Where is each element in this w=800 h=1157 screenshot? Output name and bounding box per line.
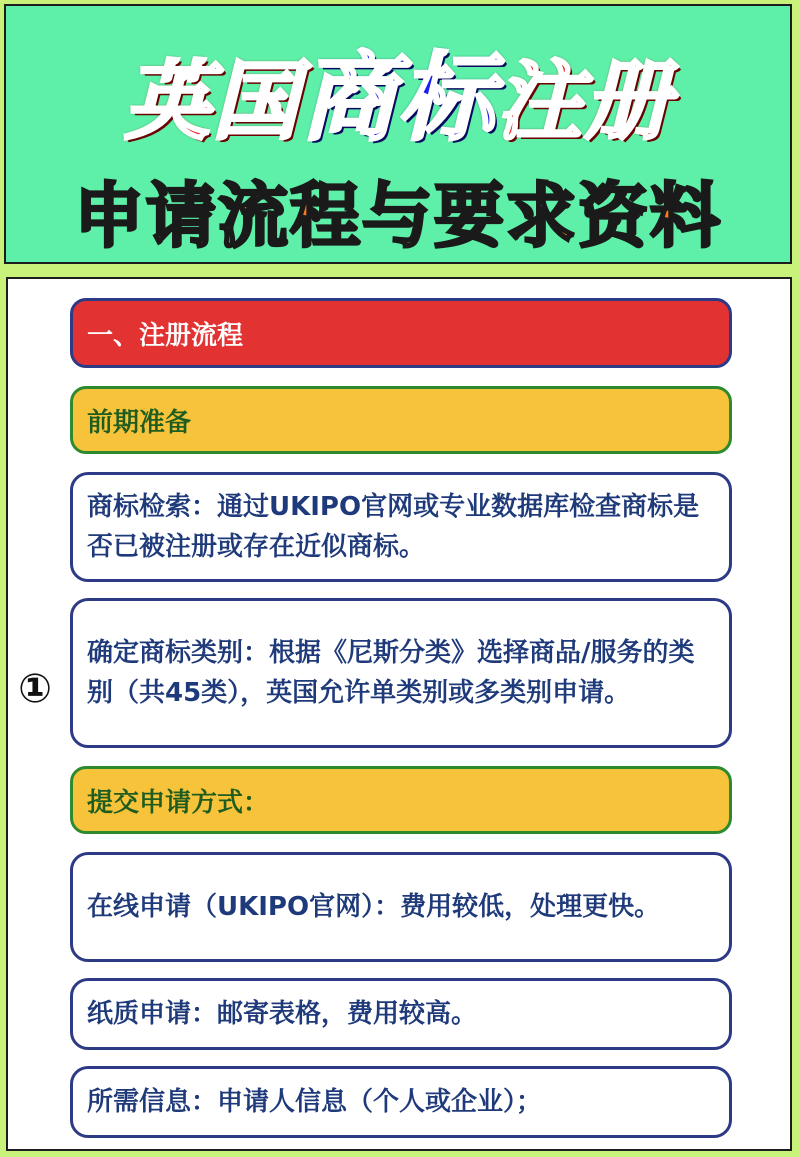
- required-info-card: [70, 1066, 732, 1138]
- trademark-class-text: 确定商标类别：根据《尼斯分类》选择商品/服务的类别（共45类），英国允许单类别或多类别申请。: [87, 638, 695, 708]
- prep-heading-label: 前期准备: [87, 407, 192, 438]
- main-title: [6, 42, 790, 154]
- online-application-card: [70, 852, 732, 962]
- prep-heading: [70, 386, 732, 454]
- process-heading: [70, 298, 732, 368]
- step-number-marker: ①: [18, 666, 52, 712]
- paper-application-text: 纸质申请：邮寄表格，费用较高。: [87, 999, 478, 1029]
- trademark-search-text: 商标检索：通过UKIPO官网或专业数据库检查商标是否已被注册或存在近似商标。: [87, 492, 700, 562]
- title-part-register: 注册: [496, 52, 672, 152]
- header-banner: [4, 4, 792, 264]
- method-heading: [70, 766, 732, 834]
- paper-application-card: [70, 978, 732, 1050]
- required-info-text: 所需信息：申请人信息（个人或企业）；: [87, 1087, 543, 1117]
- online-application-text: 在线申请（UKIPO官网）：费用较低，处理更快。: [87, 892, 661, 922]
- trademark-class-card: [70, 598, 732, 748]
- process-heading-label: 一、注册流程: [87, 320, 244, 351]
- method-heading-label: 提交申请方式：: [87, 787, 270, 818]
- subtitle: 申请流程与要求资料: [74, 175, 722, 257]
- title-part-uk: 英国: [124, 52, 300, 152]
- trademark-search-card: [70, 472, 732, 582]
- title-part-trademark: 商标: [300, 42, 496, 154]
